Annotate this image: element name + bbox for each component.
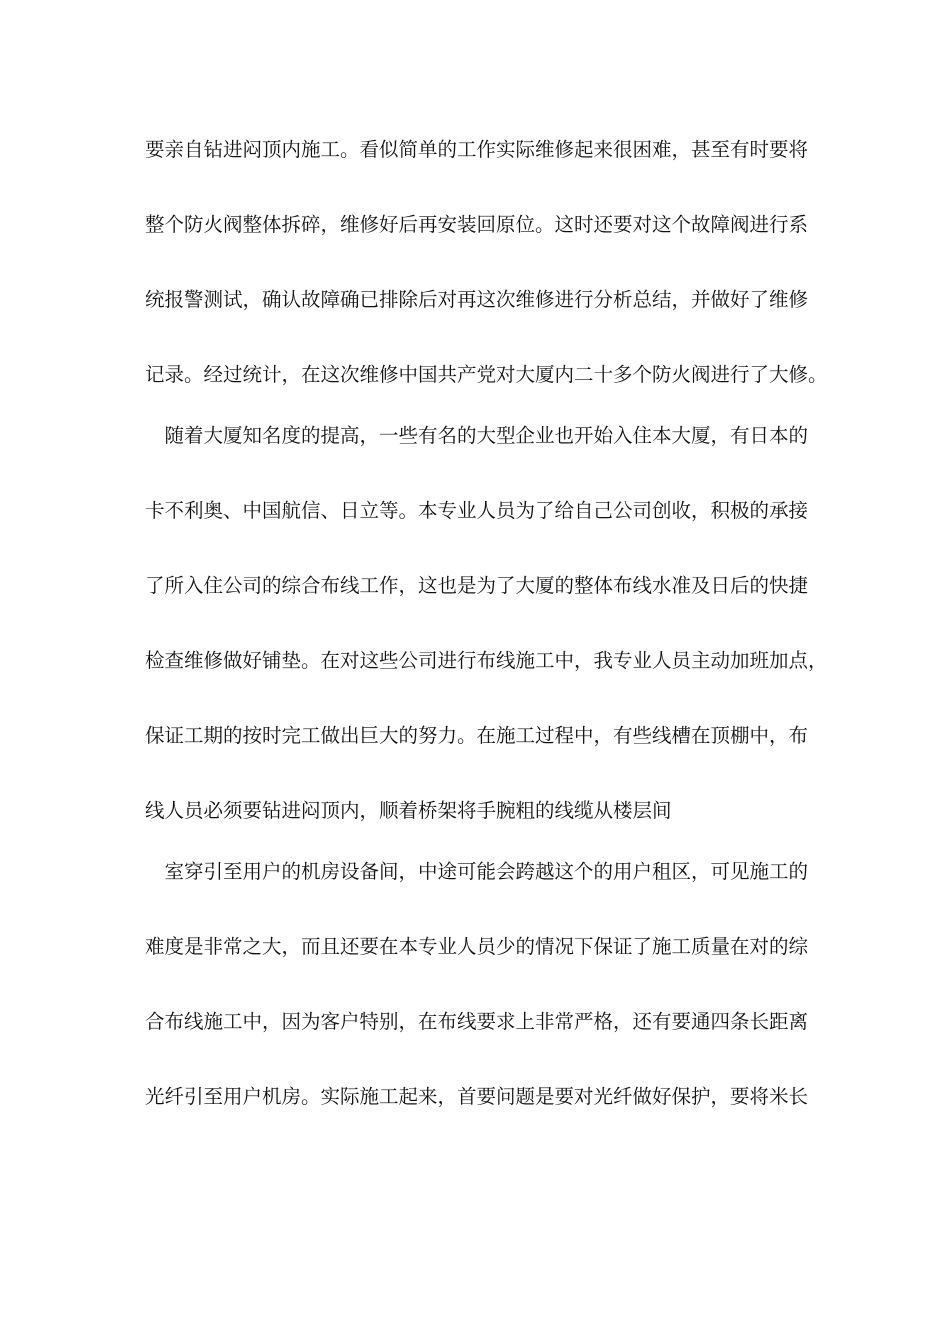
text-line-11: 室穿引至用户的机房设备间，中途可能会跨越这个的用户租区，可见施工的 xyxy=(145,860,809,883)
text-line-14: 光纤引至用户机房。实际施工起来，首要问题是要对光纤做好保护，要将米长 xyxy=(145,1085,809,1108)
text-line-12: 难度是非常之大，而且还要在本专业人员少的情况下保证了施工质量在对的综 xyxy=(145,935,809,958)
text-line-3: 统报警测试，确认故障确已排除后对再这次维修进行分析总结，并做好了维修 xyxy=(145,288,809,311)
text-line-8: 检查维修做好铺垫。在对这些公司进行布线施工中，我专业人员主动加班加点， xyxy=(145,649,828,672)
text-line-7: 了所入住公司的综合布线工作，这也是为了大厦的整体布线水准及日后的快捷 xyxy=(145,574,809,597)
text-line-1: 要亲自钻进闷顶内施工。看似简单的工作实际维修起来很困难，甚至有时要将 xyxy=(145,138,809,161)
text-line-5: 随着大厦知名度的提高，一些有名的大型企业也开始入住本大厦，有日本的 xyxy=(145,424,809,447)
text-line-10: 线人员必须要钻进闷顶内，顺着桥架将手腕粗的线缆从楼层间 xyxy=(145,799,672,822)
text-line-4: 记录。经过统计，在这次维修中国共产党对大厦内二十多个防火阀进行了大修。 xyxy=(145,363,828,386)
text-line-9: 保证工期的按时完工做出巨大的努力。在施工过程中，有些线槽在顶棚中，布 xyxy=(145,724,809,747)
text-line-2: 整个防火阀整体拆碎，维修好后再安装回原位。这时还要对这个故障阀进行系 xyxy=(145,213,809,236)
text-line-13: 合布线施工中，因为客户特别，在布线要求上非常严格，还有要通四条长距离 xyxy=(145,1010,809,1033)
text-line-6: 卡不利奥、中国航信、日立等。本专业人员为了给自己公司创收，积极的承接 xyxy=(145,499,809,522)
